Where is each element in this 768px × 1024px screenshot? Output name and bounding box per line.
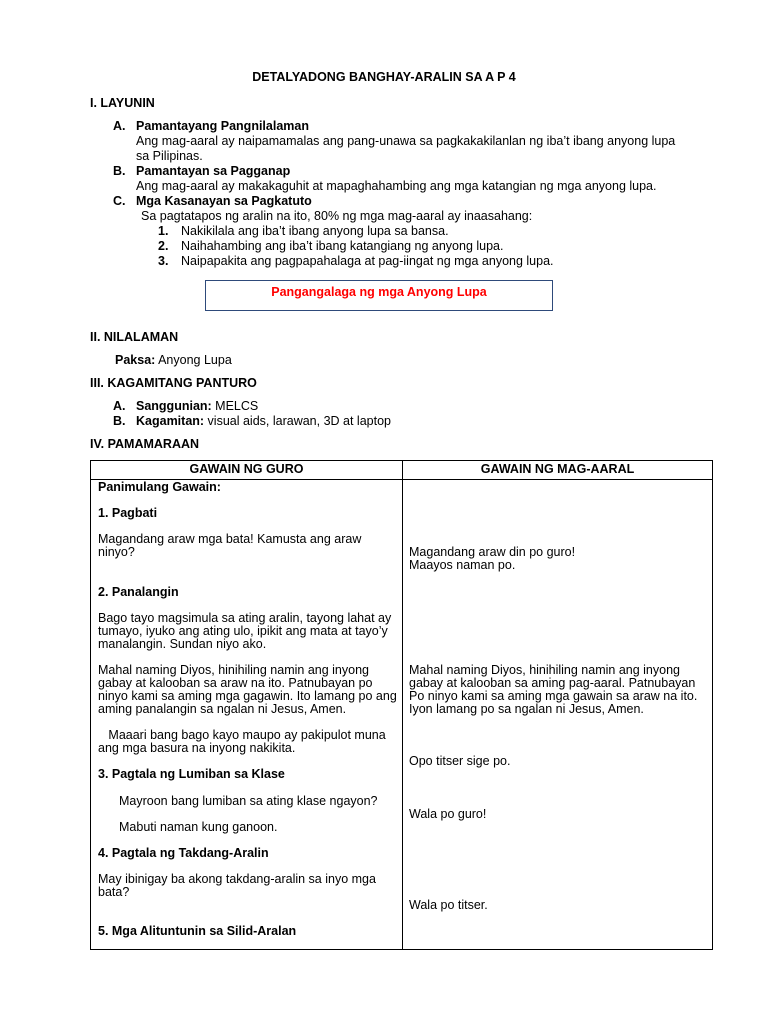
objective-3-text: Naipapakita ang pagpapahalaga at pag-iingat ng mga anyong lupa. bbox=[181, 254, 554, 268]
kagamitan-marker: B. bbox=[113, 414, 126, 428]
table-header-teacher: GAWAIN NG GURO bbox=[189, 462, 304, 476]
teacher-takdang-line2: bata? bbox=[98, 885, 130, 899]
kagamitan-line bbox=[136, 414, 391, 429]
teacher-mahal-line2: gabay at kalooban sa araw na ito. Patnubayan po bbox=[98, 676, 373, 690]
objective-2-text: Naihahambing ang iba’t ibang katangiang ng anyong lupa. bbox=[181, 239, 504, 253]
teacher-lumiban-heading: 3. Pagtala ng Lumiban sa Klase bbox=[98, 767, 285, 781]
teacher-bago-line1: Bago tayo magsimula sa ating aralin, tayong lahat ay bbox=[98, 611, 392, 625]
sanggunian-line bbox=[136, 399, 258, 414]
table-column-divider bbox=[402, 461, 403, 949]
teacher-pagbati-heading: 1. Pagbati bbox=[98, 506, 158, 520]
objective-3-number: 3. bbox=[158, 254, 169, 268]
student-response-pagbati-line2: Maayos naman po. bbox=[409, 558, 516, 572]
teacher-mahal-line1: Mahal naming Diyos, hinihiling namin ang inyong bbox=[98, 663, 369, 677]
student-response-basura: Opo titser sige po. bbox=[409, 754, 511, 768]
item-b-marker: B. bbox=[113, 164, 126, 178]
topic-box bbox=[205, 280, 553, 311]
student-response-takdang: Wala po titser. bbox=[409, 898, 488, 912]
student-response-pagbati-line1: Magandang araw din po guro! bbox=[409, 545, 576, 559]
paksa-value: Anyong Lupa bbox=[155, 353, 232, 367]
item-b-label: Pamantayan sa Pagganap bbox=[136, 164, 291, 178]
section-pamamaraan-heading: IV. PAMAMARAAN bbox=[90, 437, 200, 451]
student-response-panalangin-line2: gabay at kalooban sa aming pag-aaral. Patnubayan bbox=[409, 676, 696, 690]
teacher-pagbati-line1: Magandang araw mga bata! Kamusta ang araw bbox=[98, 532, 362, 546]
teacher-mahal-line3: ninyo kami sa aming mga gagawin. Ito lamang po ang bbox=[98, 689, 397, 703]
sanggunian-marker: A. bbox=[113, 399, 126, 413]
teacher-alituntunin-heading: 5. Mga Alituntunin sa Silid-Aralan bbox=[98, 924, 297, 938]
section-layunin-heading: I. LAYUNIN bbox=[90, 96, 155, 110]
paksa-line bbox=[115, 353, 232, 368]
item-c-marker: C. bbox=[113, 194, 126, 208]
sanggunian-label: Sanggunian: bbox=[136, 399, 212, 413]
teacher-panimula: Panimulang Gawain: bbox=[98, 480, 221, 494]
student-response-panalangin-line1: Mahal naming Diyos, hinihiling namin ang inyong bbox=[409, 663, 680, 677]
topic-box-text: Pangangalaga ng mga Anyong Lupa bbox=[271, 285, 487, 299]
teacher-takdang-line1: May ibinigay ba akong takdang-aralin sa inyo mga bbox=[98, 872, 376, 886]
teacher-takdang-heading: 4. Pagtala ng Takdang-Aralin bbox=[98, 846, 269, 860]
objective-1-text: Nakikilala ang iba’t ibang anyong lupa sa bansa. bbox=[181, 224, 449, 238]
teacher-bago-line2: tumayo, iyuko ang ating ulo, ipikit ang mata at tayo’y bbox=[98, 624, 388, 638]
teacher-maaari-line2: ang mga basura na inyong nakikita. bbox=[98, 741, 296, 755]
kagamitan-label: Kagamitan: bbox=[136, 414, 205, 428]
student-response-panalangin-line4: Iyon lamang po sa ngalan ni Jesus, Amen. bbox=[409, 702, 644, 716]
section-kagamitan-heading: III. KAGAMITANG PANTURO bbox=[90, 376, 257, 390]
kagamitan-value: visual aids, larawan, 3D at laptop bbox=[204, 414, 391, 428]
sanggunian-value: MELCS bbox=[211, 399, 259, 413]
teacher-bago-line3: manalangin. Sundan niyo ako. bbox=[98, 637, 267, 651]
teacher-mahal-line4: aming panalangin sa ngalan ni Jesus, Amen. bbox=[98, 702, 347, 716]
table-header-student: GAWAIN NG MAG-AARAL bbox=[480, 462, 635, 476]
item-b-text-line1: Ang mag-aaral ay makakaguhit at mapaghahambing ang mga katangian ng mga anyong lupa. bbox=[136, 179, 657, 193]
item-a-marker: A. bbox=[113, 119, 126, 133]
teacher-pagbati-line2: ninyo? bbox=[98, 545, 135, 559]
teacher-panalangin-heading: 2. Panalangin bbox=[98, 585, 179, 599]
objective-2-number: 2. bbox=[158, 239, 169, 253]
document-title: DETALYADONG BANGHAY-ARALIN SA A P 4 bbox=[252, 70, 516, 84]
student-response-lumiban: Wala po guro! bbox=[409, 807, 487, 821]
section-nilalaman-heading: II. NILALAMAN bbox=[90, 330, 179, 344]
objective-1-number: 1. bbox=[158, 224, 169, 238]
paksa-label: Paksa: bbox=[115, 353, 156, 367]
item-a-text-line2: sa Pilipinas. bbox=[136, 149, 203, 163]
item-c-label: Mga Kasanayan sa Pagkatuto bbox=[136, 194, 312, 208]
student-response-panalangin-line3: Po ninyo kami sa aming mga gawain sa araw na ito. bbox=[409, 689, 698, 703]
item-a-label: Pamantayang Pangnilalaman bbox=[136, 119, 309, 133]
procedure-table bbox=[90, 460, 713, 950]
teacher-maaari-line1: Maaari bang bago kayo maupo ay pakipulot muna bbox=[98, 728, 386, 742]
item-a-text-line1: Ang mag-aaral ay naipamamalas ang pang-unawa sa pagkakakilanlan ng iba’t ibang anyong lupa bbox=[136, 134, 676, 148]
teacher-mabuti: Mabuti naman kung ganoon. bbox=[119, 820, 278, 834]
teacher-lumiban-question: Mayroon bang lumiban sa ating klase ngayon? bbox=[119, 794, 378, 808]
item-c-intro: Sa pagtatapos ng aralin na ito, 80% ng mga mag-aaral ay inaasahang: bbox=[141, 209, 533, 223]
